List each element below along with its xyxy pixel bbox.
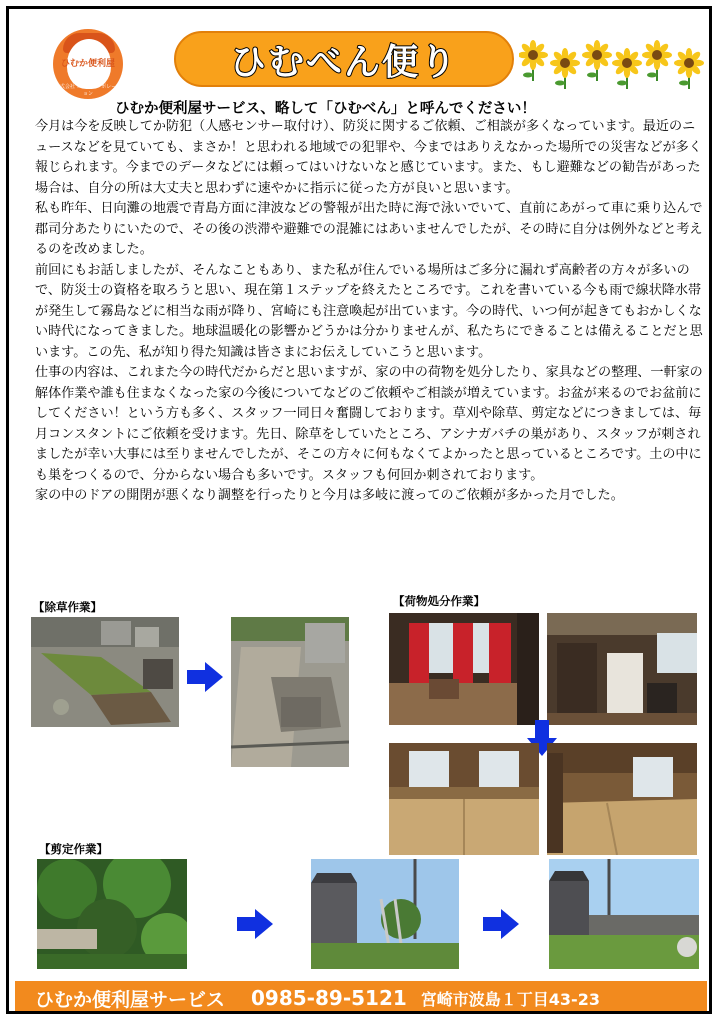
photo-disposal-after-1 xyxy=(389,743,539,855)
newsletter-subtitle: ひむか便利屋サービス、略して「ひむべん」と呼んでください！ xyxy=(115,101,536,117)
newsletter-title-banner xyxy=(174,31,514,87)
photo-weeding-before xyxy=(31,617,179,727)
company-logo xyxy=(53,29,123,99)
photo-pruning-before xyxy=(37,859,187,969)
article-paragraph: 私も昨年、日向灘の地震で青島方面に津波などの警報が出た時に海で泳いでいて、直前にあがって車に乗り込んで郡司分あたりにいたので、その後の渋滞や避難での混雑にはあいませんでしたが、その時に自分は例外などと考えるのを改めました。 xyxy=(35,201,703,257)
photo-disposal-after-2 xyxy=(547,743,697,855)
newsletter-page xyxy=(6,6,712,1014)
article-body xyxy=(35,117,705,507)
footer-company-name: ひむか便利屋サービス xyxy=(35,988,226,1011)
article-paragraph: 家の中のドアの開閉が悪くなり調整を行ったりと今月は多岐に渡ってのご依頼が多かった月でした。 xyxy=(35,488,624,503)
arrow-right-icon xyxy=(483,909,519,939)
photo-pruning-progress xyxy=(311,859,459,969)
article-paragraph: 前回にもお話しましたが、そんなこともあり、また私が住んでいる場所はご多分に漏れず高齢者の方々が多いので、防災士の資格を取ろうと思い、現在第１ステップを終えたところです。これを書いている今も雨で線状降水帯が発生して霧島などに相当な雨が降り、宮崎にも注意喚起が出ています。今の時代、いつ何が起きてもおかしくない時代になってきました。地球温暖化の影響かどうかは分かりませんが、私たちにできることは備えることだと思います。この先、私が知り得た知識は皆さまにお伝えしていこうと思います。 xyxy=(35,262,703,360)
sunflower-decoration xyxy=(519,39,709,95)
footer-phone: 0985-89-5121 xyxy=(251,986,407,1010)
photo-disposal-before-2 xyxy=(547,613,697,725)
arrow-right-icon xyxy=(237,909,273,939)
newsletter-title: ひむべん便り xyxy=(229,41,458,83)
photo-weeding-after xyxy=(231,617,349,767)
logo-text: ひむか便利屋 xyxy=(60,59,115,69)
photo-pruning-after xyxy=(549,859,699,969)
section-label-weeding: 【除草作業】 xyxy=(33,600,102,614)
footer-bar xyxy=(15,981,707,1014)
arrow-right-icon xyxy=(187,662,223,692)
footer-address: 宮崎市波島１丁目43-23 xyxy=(420,989,600,1009)
photo-disposal-before-1 xyxy=(389,613,539,725)
article-paragraph: 仕事の内容は、これまた今の時代だからだと思いますが、家の中の荷物を処分したり、家具などの整理、一軒家の解体作業や誰も住まなくなった家の今後についてなどのご依頼やご相談が増えています。お盆が来るのでお盆前にしてください！という方も多く、スタッフ一同日々奮闘しております。草刈や除草、剪定などにつきましては、毎月コンスタントにご依頼を受けます。先日、除草をしていたところ、アシナガバチの巣があり、スタッフが刺されましたが幸い大事には至りませんでしたが、そこの方々に何もなくてよかったと思っているところです。土の中にも巣をつくるので、分からない場合も多いです。スタッフも何回か刺されております。 xyxy=(35,365,703,483)
section-label-pruning: 【剪定作業】 xyxy=(39,842,108,856)
article-paragraph: 今月は今を反映してか防犯（人感センサー取付け）、防災に関するご依頼、ご相談が多くなっています。最近のニュースなどを見ていても、まさか！と思われる地域での犯罪や、今まではありえなかった場所での災害などが多く報じられます。今までのデータなどには頼ってはいけないなと感じています。また、もし避難などの勧告があった場合は、自分の所は大丈夫と思わずに速やかに指示に従った方が良いと思います。 xyxy=(35,119,702,196)
section-label-disposal: 【荷物処分作業】 xyxy=(393,594,485,608)
logo-subtext: 株式会社 ロフトコーポレーション xyxy=(54,84,122,97)
